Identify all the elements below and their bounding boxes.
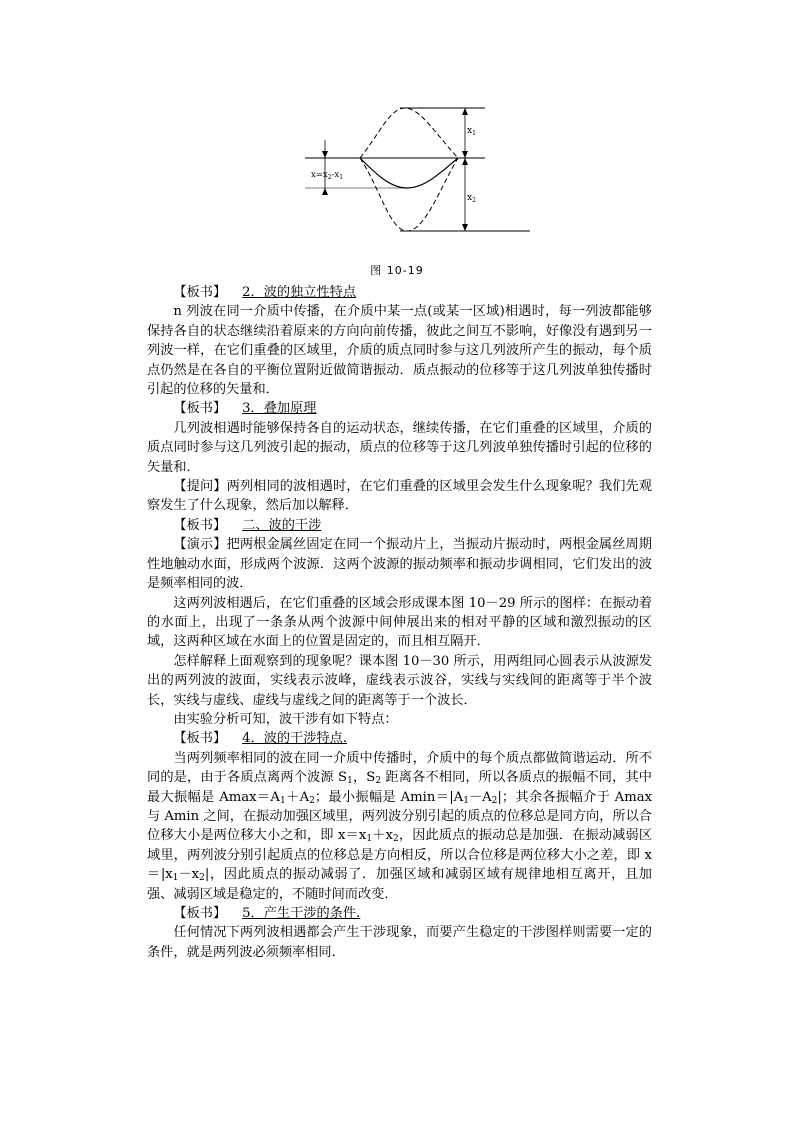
heading-superposition: 【板书】 3．叠加原理: [173, 401, 317, 417]
paragraph-5: 这两列波相遇后，在它们重叠的区域会形成课本图 10－29 所示的图样：在振动着的水面上，出现了一条条从两个波源中间伸展出来的相对平静的区域和激烈振动的区域，这两种区域在水面上的位置是固定的，而且相互隔开．: [147, 595, 652, 650]
label-left: $x=x_2-x_1$: [311, 170, 344, 181]
wave-x2-dashed: [360, 158, 458, 231]
heading-interference-features: 【板书】 4．波的干涉特点.: [173, 731, 348, 747]
paragraph-9: 任何情况下两列波相遇都会产生干涉现象，而要产生稳定的干涉图样则需要一定的条件，就是两列波必须频率相同．: [147, 925, 652, 960]
label-x1: $x_1$: [467, 126, 476, 137]
resultant-wave: [360, 158, 458, 188]
paragraph-4: 【演示】把两根金属丝固定在同一个振动片上，当振动片振动时，两根金属丝周期性地触动水面，形成两个波源．这两个波源的振动频率和振动步调相同，它们发出的波是频率相同的波．: [147, 537, 652, 592]
document-body: [147, 283, 652, 962]
paragraph-2: 几列波相遇时能够保持各自的运动状态，继续传播，在它们重叠的区域里，介质的质点同时参与这几列波引起的振动，质点的位移等于这几列波单独传播时引起的位移的矢量和．: [147, 420, 652, 475]
paragraph-8: 当两列频率相同的波在同一介质中传播时，介质中的每个质点都做简谐运动．所不同的是，由于各质点离两个波源 $S_1$，$S_2$ 距离各不相同，所以各质点的振幅不同，其中最大振幅是 $Amax=A_1+A_2$；最小振幅是 $Amin=|A_1-A_2|$；其余各振幅介于 Amax 与 Amin 之间，在振动加强区域里，两列波分别引起的质点的位移总是同方向，所以合位移大小是两位移大小之和，即 $x=x_1+x_2$，因此质点的振动总是加强．在振动减弱区域里，两列波分别引起质点的位移总是方向相反，所以合位移是两位移大小之差，即 $x=|x_1-x_2|$，因此质点的振动减弱了．加强区域和减弱区域有规律地相互离开，且加强、减弱区域是稳定的，不随时间而改变．: [147, 750, 653, 902]
heading-independence: 【板书】 2．波的独立性特点: [173, 285, 357, 300]
wave-x1-dashed: [360, 108, 458, 158]
heading-interference: 【板书】 二、波的干涉: [173, 517, 322, 533]
paragraph-1: n 列波在同一介质中传播，在介质中某一点(或某一区域)相遇时，每一列波都能够保持各自的状态继续沿着原来的方向向前传播，彼此之间互不影响，好像没有遇到另一列波一样，在它们重叠的区域里，介质的质点同时参与这几列波所产生的振动，每个质点仍然是在各自的平衡位置附近做简谐振动．质点振动的位移等于这几列波单独传播时引起的位移的矢量和．: [147, 304, 652, 398]
heading-interference-conditions: 【板书】 5．产生干涉的条件.: [173, 906, 361, 921]
label-x2: $x_2$: [467, 193, 476, 204]
paragraph-7: 由实验分析可知，波干涉有如下特点：: [173, 711, 398, 727]
figure-caption: 图 10-19: [370, 264, 424, 277]
figure-10-19: [295, 98, 535, 240]
paragraph-6: 怎样解释上面观察到的现象呢？课本图 10－30 所示，用两组同心圆表示从波源发出的两列波的波面，实线表示波峰，虚线表示波谷，实线与实线间的距离等于半个波长，实线与虚线、虚线与虚线之间的距离等于一个波长．: [147, 653, 652, 708]
wave-superposition-diagram: [295, 98, 535, 240]
paragraph-3: 【提问】两列相同的波相遇时，在它们重叠的区域里会发生什么现象呢？我们先观察发生了什么现象，然后加以解释．: [147, 479, 652, 514]
